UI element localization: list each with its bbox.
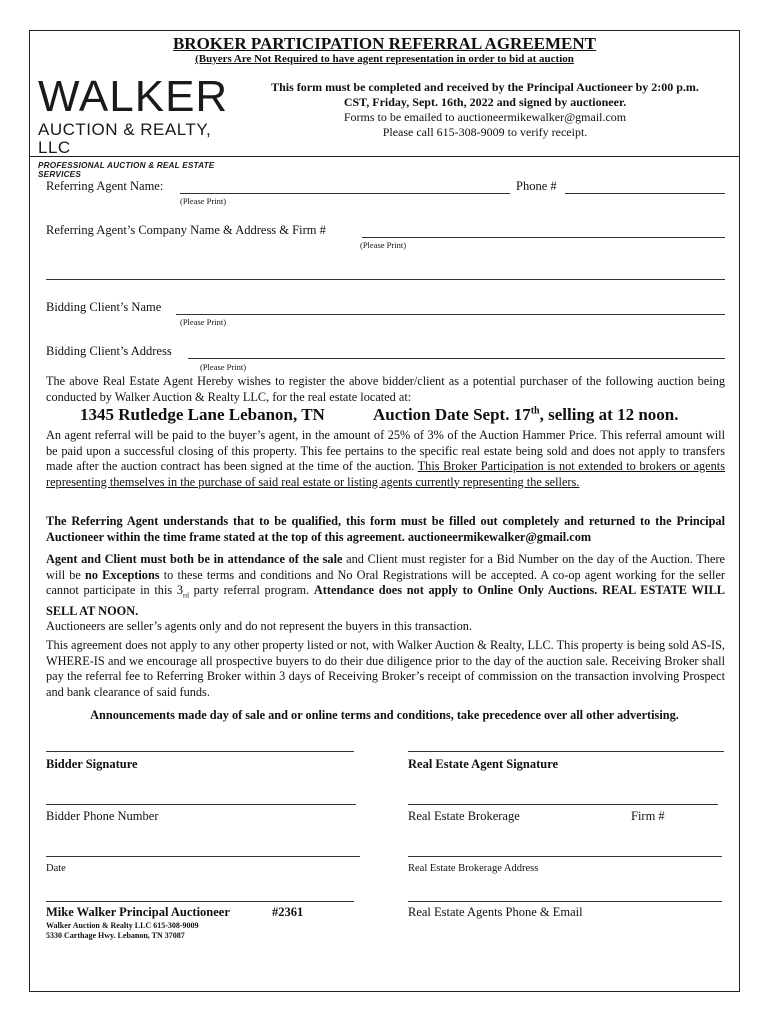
attendance-paragraph: Agent and Client must both be in attendance of the sale and Client must register for a Bid Number on the day of the Auction. There will be no Exceptions to these terms and conditions and No Oral Registrations will be accepted. A co-op agent working for the seller cannot participate in this $3_{rd}$ party referral program. Attendance does not apply to Online Only Auctions. REAL ESTATE WILL SELL AT NOON. [46,552,726,618]
submission-notice [260,80,710,140]
auctioneer-license: #2361 [272,905,304,919]
please-print-hint: (Please Print) [180,196,227,206]
date-label: Date [46,863,66,874]
referring-agent-name-label: Referring Agent Name: [46,179,164,193]
form-subtitle: (Buyers Are Not Required to have agent representation in order to bid at auction [195,53,574,65]
broker-participation-exclusion: This Broker Participation is not extended to brokers or agents representing themselves in the purchase of said real estate or listing agents currently representing the sellers. [46,459,725,489]
form-title: BROKER PARTICIPATION REFERRAL AGREEMENT [172,34,597,53]
notice-email: Forms to be emailed to auctioneermikewalker@gmail.com [343,110,627,124]
qualification-paragraph: The Referring Agent understands that to be qualified, this form must be filled out completely and returned to the Principal Auctioneer within the time frame stated at the top of this agreement. auctioneermikewalker@gmail.com [46,514,725,544]
company-field[interactable] [362,237,725,238]
please-print-hint: (Please Print) [180,317,227,327]
brokerage-field[interactable] [408,804,718,805]
bidding-client-name-field[interactable] [176,314,725,315]
auction-date: Auction Date Sept. 17th, selling at 12 noon. [373,405,679,424]
referring-agent-phone-field[interactable] [565,193,725,194]
sellers-agents-notice: Auctioneers are seller’s agents only and do not represent the buyers in this transaction. [46,619,472,634]
logo-subtitle: AUCTION & REALTY, LLC [38,120,212,157]
brokerage-label: Real Estate Brokerage [408,809,520,823]
property-address: 1345 Rutledge Lane Lebanon, TN [80,405,325,424]
agreement-form [29,30,740,992]
notice-deadline: This form must be completed and received by the Principal Auctioneer by 2:00 p.m. [271,80,699,94]
bidder-signature-field[interactable] [46,751,354,752]
firm-number-label: Firm # [631,809,665,823]
please-print-hint: (Please Print) [360,240,407,250]
announcements-notice: Announcements made day of sale and or online terms and conditions, take precedence over all other advertising. [90,708,679,722]
bidder-phone-field[interactable] [46,804,356,805]
please-print-hint: (Please Print) [200,362,247,372]
agent-signature-label: Real Estate Agent Signature [408,757,559,771]
header-divider [30,156,739,157]
agent-signature-field[interactable] [408,751,724,752]
date-field[interactable] [46,856,360,857]
walker-logo [38,72,248,179]
auctioneer-signature-field[interactable] [46,901,354,902]
bidding-client-address-field[interactable] [188,358,725,359]
bidding-client-name-label: Bidding Client’s Name [46,300,162,314]
agent-contact-label: Real Estate Agents Phone & Email [408,905,583,919]
company-field-line-2[interactable] [46,279,725,280]
agreement-terms-paragraph: This agreement does not apply to any other property listed or not, with Walker Auction & Realty, LLC. This property is being sold AS-IS, WHERE-IS and we encourage all prospective buyers to do their due diligence prior to the day of the auction sale. Receiving Broker shall pay the referral fee to Referring Broker within 3 days of Receiving Broker’s receipt of commission on the transaction involving Prospect and bank clearance of said funds. [46,638,725,699]
agent-contact-field[interactable] [408,901,722,902]
phone-label: Phone # [516,179,557,193]
company-contact: Walker Auction & Realty LLC 615-308-9009 5330 Carthage Hwy. Lebanon, TN 37087 [46,921,199,940]
auctioneer-name: Mike Walker Principal Auctioneer [46,905,230,919]
logo-tagline: PROFESSIONAL AUCTION & REAL ESTATE SERVICES [38,161,215,179]
intro-paragraph: The above Real Estate Agent Hereby wishes to register the above bidder/client as a potential purchaser of the following auction being conducted by Walker Auction & Realty LLC, for the real estate located at: [46,374,725,404]
company-label: Referring Agent’s Company Name & Address & Firm # [46,223,326,237]
notice-phone: Please call 615-308-9009 to verify receipt. [382,125,588,139]
bidder-phone-label: Bidder Phone Number [46,809,159,823]
brokerage-address-label: Real Estate Brokerage Address [408,863,539,874]
referring-agent-name-field[interactable] [180,193,510,194]
referral-fee-paragraph: An agent referral will be paid to the buyer’s agent, in the amount of 25% of 3% of the Auction Hammer Price. This referral amount will be paid upon a successful closing of this property. This fee pertains to the specific real estate being sold and does not apply to transfers made after the auction contract has been signed at the time of the auction. This Broker Participation is not extended to brokers or agents representing themselves in the purchase of said real estate or listing agents currently representing the sellers. [46,428,725,489]
logo-wordmark: WALKER [38,72,229,121]
brokerage-address-field[interactable] [408,856,722,857]
bidder-signature-label: Bidder Signature [46,757,138,771]
bidding-client-address-label: Bidding Client’s Address [46,344,172,358]
notice-deadline-date: CST, Friday, Sept. 16th, 2022 and signed by auctioneer. [343,95,627,109]
